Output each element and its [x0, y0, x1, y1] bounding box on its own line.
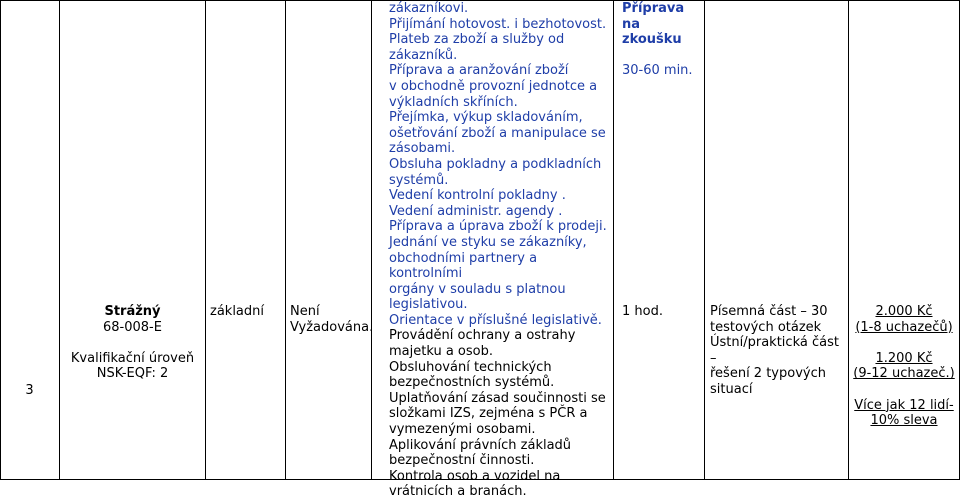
activity-line: výkladních skříních. [389, 94, 518, 110]
prep-label: zkoušku [622, 32, 682, 48]
position-level-value: NSK-EQF: 2 [96, 366, 169, 382]
activities-cell [389, 1, 611, 500]
prep-label: Příprava na [622, 1, 685, 32]
activity-line: Přejímka, výkup skladováním, [389, 110, 583, 126]
activity-line: Obsluha pokladny a podkladních [389, 156, 602, 172]
position-name: Strážný [104, 304, 161, 319]
price-line: (9-12 uchazeč.) [853, 366, 955, 382]
activity-line: Orientace v příslušné legislativě. [389, 312, 602, 328]
table-col-divider-7 [704, 0, 705, 480]
spacer [849, 382, 959, 398]
activity-line: vymezenými osobami. [389, 422, 536, 438]
exam-desc-cell [710, 304, 848, 398]
activity-line: v obchodně provozní jednotce a [389, 78, 598, 94]
activity-line: orgány v souladu s platnou [389, 281, 566, 297]
activity-line: Jednání ve styku se zákazníky, [389, 234, 587, 250]
activity-line: složkami IZS, zejména s PČR a [389, 406, 588, 422]
exam-desc-line: situací [710, 381, 753, 397]
practice-cell: Není Vyžadována. [290, 304, 374, 335]
activity-line: Obsluhování technických [389, 359, 552, 375]
spacer [622, 48, 704, 64]
spacer [60, 335, 205, 351]
price-line: Více jak 12 lidí- [854, 397, 954, 413]
exam-duration-cell: 1 hod. [622, 304, 663, 319]
price-line: 10% sleva [870, 413, 938, 429]
table-col-divider-5 [371, 0, 372, 480]
row-number: 3 [25, 383, 34, 398]
exam-desc-line: Ústní/praktická část – [710, 335, 839, 366]
activity-line: Přijímání hotovost. i bezhotovost. [389, 16, 607, 32]
activity-line: Příprava a aranžování zboží [389, 63, 569, 79]
table-col-divider-4 [285, 0, 286, 480]
activities-black-list [389, 328, 611, 500]
activity-line: Plateb za zboží a služby od [389, 32, 565, 48]
activity-line: obchodními partnery a kontrolními [389, 250, 538, 282]
activity-line: Aplikování právních základů [389, 437, 572, 453]
activity-line: Provádění ochrany a ostrahy [389, 328, 576, 344]
activity-line: zákazníkovi. [389, 1, 469, 16]
spacer [849, 335, 959, 351]
activity-line: bezpečnostní činnosti. [389, 453, 535, 469]
exam-desc-line: řešení 2 typových [710, 366, 826, 382]
activity-line: Vedení kontrolní pokladny . [389, 188, 566, 204]
activity-line: legislativou. [389, 297, 468, 313]
activity-line: systémů. [389, 172, 449, 188]
education-cell: základní [210, 304, 264, 319]
position-level-label: Kvalifikační úroveň [70, 350, 195, 366]
activities-blue-list [389, 1, 611, 328]
price-line: 1.200 Kč [875, 350, 933, 366]
table-col-divider-2 [59, 0, 60, 480]
price-line: 2.000 Kč [875, 304, 933, 319]
prep-cell [622, 1, 704, 79]
prep-duration: 30-60 min. [622, 63, 693, 79]
activity-line: vrátnicích a branách. [389, 484, 527, 500]
exam-desc-line: testových otázek [710, 319, 822, 335]
table-col-divider-6 [613, 0, 614, 480]
activity-line: bezpečnostních systémů. [389, 375, 555, 391]
position-cell [60, 304, 205, 382]
table-col-divider-3 [205, 0, 206, 480]
position-code: 68-008-E [103, 319, 162, 335]
activity-line: Příprava a úprava zboží k prodeji. [389, 219, 607, 235]
activity-line: zákazníků. [389, 47, 458, 63]
activity-line: Kontrola osob a vozidel na [389, 468, 561, 484]
activity-line: Uplatňování zásad součinnosti se [389, 390, 606, 406]
price-line: (1-8 uchazečů) [855, 319, 953, 335]
activity-line: ošetřování zboží a manipulace se [389, 125, 606, 141]
exam-desc-line: Písemná část – 30 [710, 304, 828, 319]
table-col-divider-1 [0, 0, 1, 480]
activity-line: majetku a osob. [389, 344, 493, 360]
price-cell [849, 304, 959, 429]
activity-line: zásobami. [389, 141, 456, 157]
activity-line: Vedení administr. agendy . [389, 203, 563, 219]
